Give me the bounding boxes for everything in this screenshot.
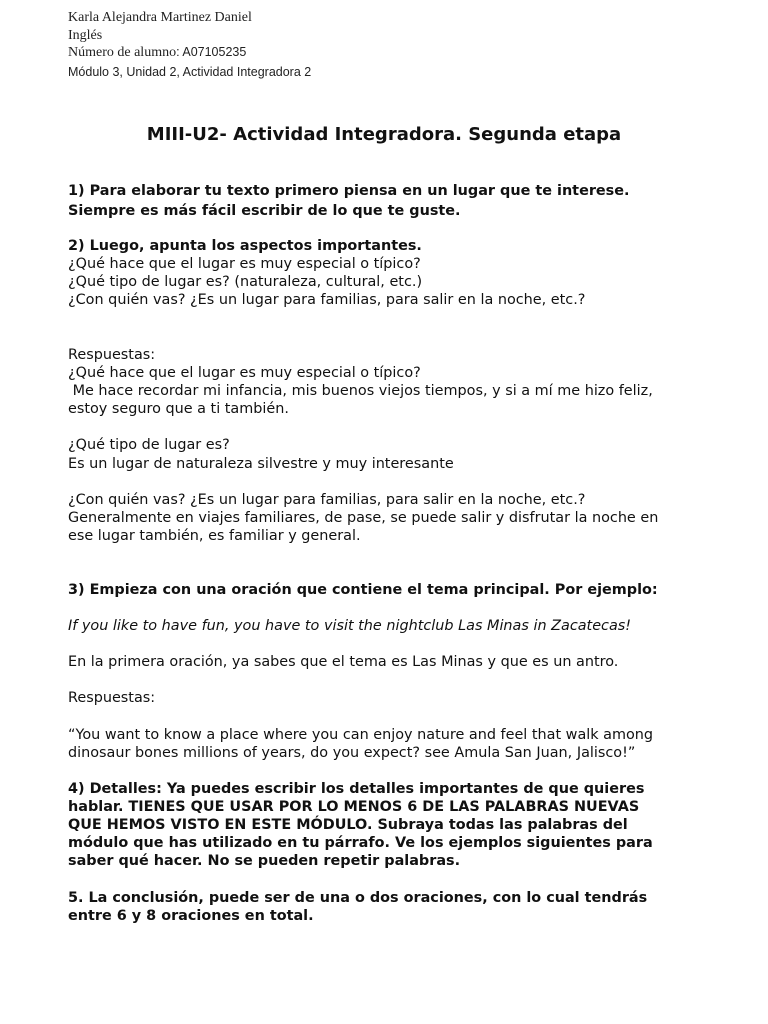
answers-question-3: ¿Con quién vas? ¿Es un lugar para familias, para salir en la noche, etc.? bbox=[68, 492, 586, 508]
section4-line5: saber qué hacer. No se pueden repetir palabras. bbox=[68, 853, 461, 869]
answer-3-line2: ese lugar también, es familiar y general. bbox=[68, 528, 361, 544]
section4-line4: módulo que has utilizado en tu párrafo. Ve los ejemplos siguientes para bbox=[68, 835, 653, 851]
answers-label: Respuestas: bbox=[68, 347, 156, 363]
answer-2: Es un lugar de naturaleza silvestre y muy interesante bbox=[68, 456, 454, 472]
answers-question-1: ¿Qué hace que el lugar es muy especial o típico? bbox=[68, 365, 421, 381]
student-number: A07105235 bbox=[182, 45, 247, 59]
section3-explanation: En la primera oración, ya sabes que el tema es Las Minas y que es un antro. bbox=[68, 654, 619, 670]
section3-heading: 3) Empieza con una oración que contiene el tema principal. Por ejemplo: bbox=[68, 582, 658, 598]
section4-line1: 4) Detalles: Ya puedes escribir los detalles importantes de que quieres bbox=[68, 781, 645, 797]
section3-answer-line1: “You want to know a place where you can enjoy nature and feel that walk among bbox=[68, 727, 654, 743]
section3-answer-line2: dinosaur bones millions of years, do you expect? see Amula San Juan, Jalisco!” bbox=[68, 745, 636, 761]
student-number-line bbox=[68, 45, 246, 61]
page-title: MIII-U2- Actividad Integradora. Segunda etapa bbox=[146, 124, 622, 145]
answer-3-line1: Generalmente en viajes familiares, de pase, se puede salir y disfrutar la noche en bbox=[68, 510, 659, 526]
student-name: Karla Alejandra Martinez Daniel bbox=[68, 10, 252, 25]
module-info: Módulo 3, Unidad 2, Actividad Integradora 2 bbox=[68, 65, 312, 79]
section5-line1: 5. La conclusión, puede ser de una o dos oraciones, con lo cual tendrás bbox=[68, 890, 648, 906]
section5-line2: entre 6 y 8 oraciones en total. bbox=[68, 908, 314, 924]
section4-line3: QUE HEMOS VISTO EN ESTE MÓDULO. Subraya todas las palabras del bbox=[68, 817, 628, 833]
answer-1-line2: estoy seguro que a ti también. bbox=[68, 401, 289, 417]
student-number-label: Número de alumno bbox=[68, 45, 177, 60]
section2-question-2: ¿Qué tipo de lugar es? (naturaleza, cultural, etc.) bbox=[68, 274, 423, 290]
section2-heading: 2) Luego, apunta los aspectos importantes. bbox=[68, 238, 422, 254]
section2-question-1: ¿Qué hace que el lugar es muy especial o típico? bbox=[68, 256, 421, 272]
answer-1-line1: Me hace recordar mi infancia, mis buenos viejos tiempos, y si a mí me hizo feliz, bbox=[68, 383, 653, 399]
student-number-colon: : bbox=[176, 45, 183, 59]
section3-answers-label: Respuestas: bbox=[68, 690, 156, 706]
section2-question-3: ¿Con quién vas? ¿Es un lugar para familias, para salir en la noche, etc.? bbox=[68, 292, 586, 308]
section1-line1: 1) Para elaborar tu texto primero piensa en un lugar que te interese. bbox=[68, 183, 630, 199]
section3-example: If you like to have fun, you have to visit the nightclub Las Minas in Zacatecas! bbox=[68, 618, 632, 634]
section1-line2: Siempre es más fácil escribir de lo que te guste. bbox=[68, 203, 461, 219]
subject: Inglés bbox=[68, 28, 103, 43]
section4-line2: hablar. TIENES QUE USAR POR LO MENOS 6 DE LAS PALABRAS NUEVAS bbox=[68, 799, 640, 815]
answers-question-2: ¿Qué tipo de lugar es? bbox=[68, 437, 230, 453]
